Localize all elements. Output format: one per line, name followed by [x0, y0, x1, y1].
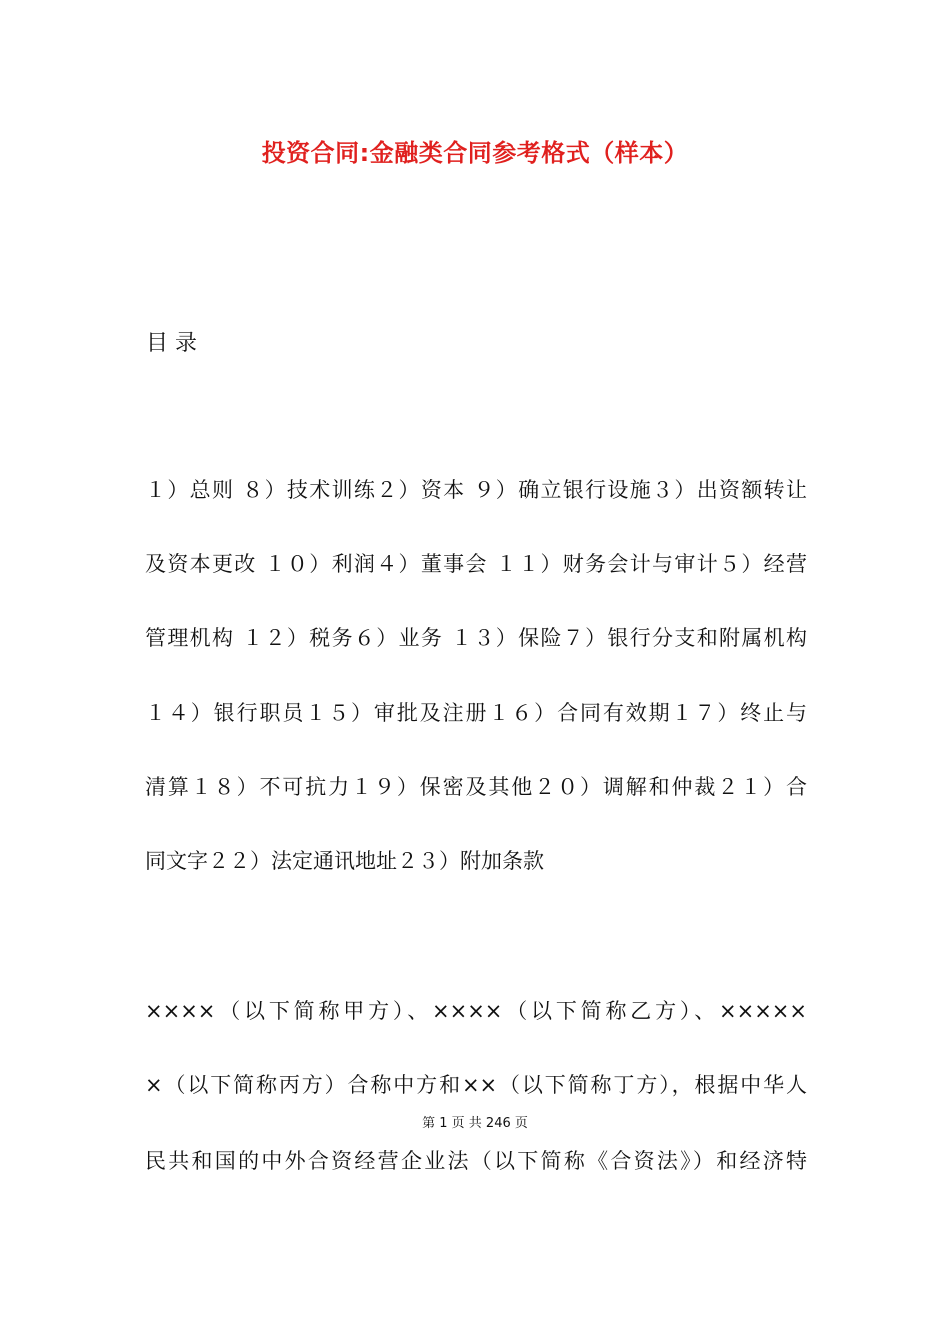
body-line: ×（以下简称丙方）合称中方和××（以下简称丁方），根据中华人	[145, 1073, 807, 1097]
toc-heading: 目 录	[146, 331, 197, 356]
body-line: ××××（以下简称甲方）、××××（以下简称乙方）、×××××	[145, 999, 807, 1023]
page-footer: 第 1 页 共 246 页	[422, 1116, 528, 1131]
toc-line: 管理机构 １２）税务６）业务 １３）保险７）银行分支和附属机构	[145, 626, 807, 650]
document-title: 投资合同:金融类合同参考格式（样本）	[261, 139, 689, 167]
toc-line: 同文字２２）法定通讯地址２３）附加条款	[145, 849, 544, 873]
toc-line: １４）银行职员１５）审批及注册１６）合同有效期１７）终止与	[145, 701, 807, 725]
toc-line: 清算１８）不可抗力１９）保密及其他２０）调解和仲裁２１）合	[145, 775, 807, 799]
toc-line: 及资本更改 １０）利润４）董事会 １１）财务会计与审计５）经营	[145, 552, 807, 576]
toc-line: １）总则 ８）技术训练２）资本 ９）确立银行设施３）出资额转让	[145, 478, 807, 502]
body-line: 民共和国的中外合资经营企业法（以下简称《合资法》）和经济特	[145, 1149, 807, 1173]
